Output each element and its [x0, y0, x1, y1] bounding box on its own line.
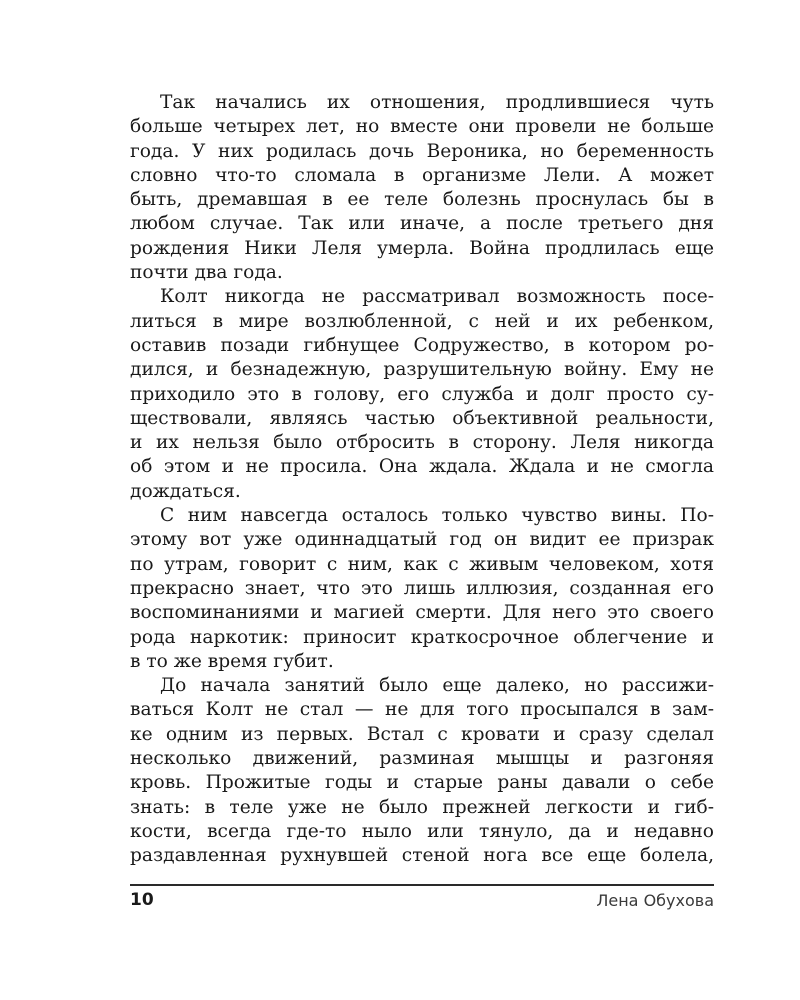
text-line: и их нельзя было отбросить в сторону. Леля никогда [130, 432, 714, 454]
text-line: дился, и безнадежную, разрушительную войну. Ему не [130, 359, 714, 381]
page-number: 10 [130, 890, 154, 910]
text-line: приходило это в голову, его служба и долг просто су- [130, 383, 714, 405]
text-line: оставив позади гибнущее Содружество, в котором ро- [130, 334, 714, 356]
text-line: почти два года. [130, 262, 283, 284]
text-line: этому вот уже одиннадцатый год он видит ее призрак [130, 529, 714, 551]
page-footer [130, 889, 714, 911]
running-author: Лена Обухова [596, 890, 714, 910]
text-line: Так начались их отношения, продлившиеся чуть [160, 92, 714, 113]
text-line: С ним навсегда осталось только чувство вины. По- [160, 505, 714, 527]
text-line: рождения Ники Леля умерла. Война продлилась еще [130, 237, 714, 259]
text-line: дождаться. [130, 480, 241, 502]
footer-rule [130, 884, 714, 886]
text-line: ществовали, являясь частью объективной реальности, [130, 407, 714, 429]
text-line: ке одним из первых. Встал с кровати и сразу сделал [130, 723, 714, 745]
text-line: в то же время губит. [130, 650, 334, 672]
text-line: об этом и не просила. Она ждала. Ждала и не смогла [130, 456, 714, 478]
text-line: знать: в теле уже не было прежней легкости и гиб- [130, 796, 714, 818]
text-line: несколько движений, разминая мышцы и разгоняя [130, 748, 714, 770]
text-line: ваться Колт не стал — не для того просыпался в зам- [130, 699, 714, 721]
text-line: прекрасно знает, что это лишь иллюзия, созданная его [130, 577, 714, 599]
text-line: больше четырех лет, но вместе они провели не больше [130, 116, 714, 138]
text-line: До начала занятий было еще далеко, но рассижи- [160, 675, 714, 697]
text-line: быть, дремавшая в ее теле болезнь проснулась бы в [130, 189, 714, 211]
text-line: раздавленная рухнувшей стеной нога все еще болела, [130, 845, 714, 867]
text-line: Колт никогда не рассматривал возможность посе- [160, 286, 714, 308]
text-line: рода наркотик: приносит краткосрочное облегчение и [130, 626, 714, 648]
text-line: кровь. Прожитые годы и старые раны давали о себе [130, 772, 714, 794]
text-line: воспоминаниями и магией смерти. Для него это своего [130, 602, 714, 624]
text-line: по утрам, говорит с ним, как с живым человеком, хотя [130, 553, 714, 575]
text-line: любом случае. Так или иначе, а после третьего дня [130, 213, 714, 235]
text-line: кости, всегда где-то ныло или тянуло, да и недавно [130, 820, 714, 842]
body-text [130, 91, 714, 869]
text-line: словно что-то сломала в организме Лели. А может [130, 164, 714, 186]
text-line: литься в мире возлюбленной, с ней и их ребенком, [130, 310, 714, 332]
text-line: года. У них родилась дочь Вероника, но беременность [130, 140, 714, 162]
